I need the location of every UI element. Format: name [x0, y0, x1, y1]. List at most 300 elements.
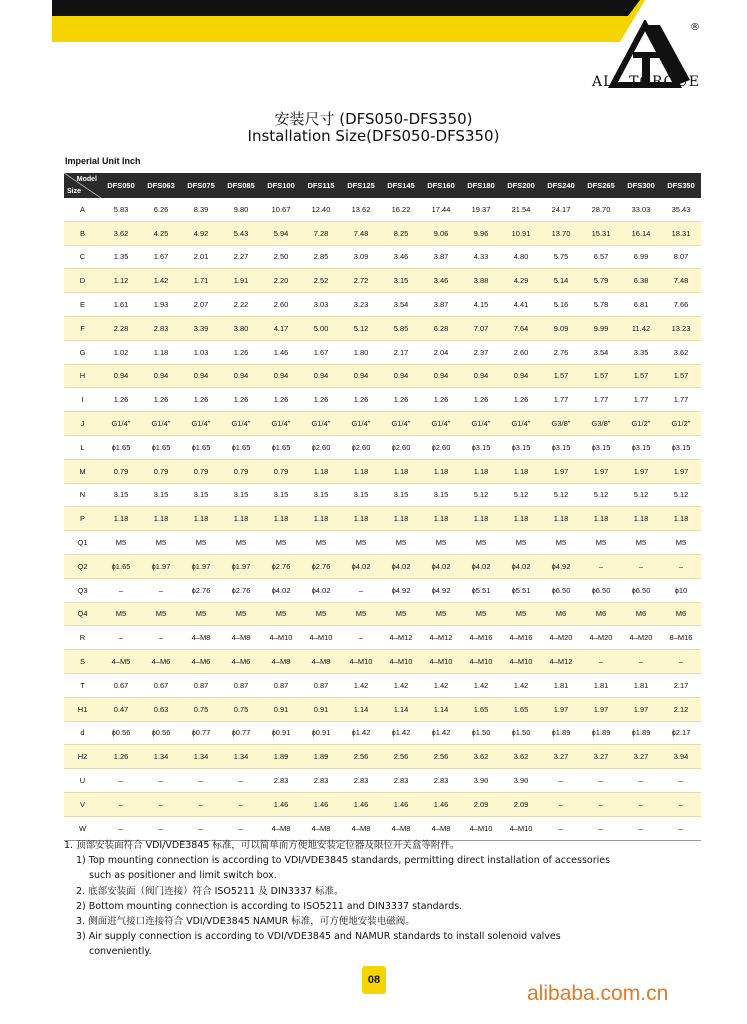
table-cell: ϕ1.42	[341, 721, 381, 745]
row-label: H2	[64, 745, 101, 769]
table-cell: 4–M8	[261, 816, 301, 840]
table-cell: –	[101, 792, 141, 816]
table-cell: 0.75	[221, 697, 261, 721]
table-cell: 5.12	[341, 316, 381, 340]
table-cell: M5	[661, 531, 701, 555]
table-cell: ϕ1.65	[181, 435, 221, 459]
table-cell: 1.18	[461, 507, 501, 531]
table-cell: 2.56	[381, 745, 421, 769]
table-cell: 35.43	[661, 198, 701, 221]
table-cell: 4–M8	[221, 626, 261, 650]
table-cell: M5	[181, 531, 221, 555]
table-cell: 4–M8	[301, 650, 341, 674]
table-cell: M5	[541, 531, 581, 555]
table-cell: 1.97	[621, 697, 661, 721]
table-cell: 2.17	[661, 673, 701, 697]
table-cell: ϕ4.02	[421, 554, 461, 578]
table-cell: 1.18	[381, 459, 421, 483]
table-cell: 1.18	[461, 459, 501, 483]
table-cell: –	[621, 554, 661, 578]
column-header: DFS265	[581, 173, 621, 198]
row-label: W	[64, 816, 101, 840]
table-cell: 1.67	[141, 245, 181, 269]
table-cell: 2.04	[421, 340, 461, 364]
table-cell: ϕ6.50	[541, 578, 581, 602]
table-cell: 4–M8	[181, 626, 221, 650]
table-cell: 1.18	[301, 507, 341, 531]
table-cell: 4.33	[461, 245, 501, 269]
table-cell: 2.09	[501, 792, 541, 816]
table-cell: 1.57	[621, 364, 661, 388]
column-header: DFS050	[101, 173, 141, 198]
table-cell: 1.46	[261, 792, 301, 816]
table-cell: 1.57	[581, 364, 621, 388]
brand-name: ALL TORQUE	[591, 74, 700, 90]
table-cell: 1.42	[381, 673, 421, 697]
table-cell: ϕ1.50	[501, 721, 541, 745]
table-cell: 5.85	[381, 316, 421, 340]
table-cell: ϕ5.51	[501, 578, 541, 602]
table-cell: ϕ2.76	[221, 578, 261, 602]
table-row	[64, 198, 701, 221]
table-cell: 1.34	[181, 745, 221, 769]
table-cell: 2.72	[341, 269, 381, 293]
table-cell: M5	[461, 602, 501, 626]
row-label: C	[64, 245, 101, 269]
table-cell: 8.25	[381, 221, 421, 245]
row-label: M	[64, 459, 101, 483]
table-cell: 1.03	[181, 340, 221, 364]
table-cell: 1.34	[221, 745, 261, 769]
table-cell: –	[661, 650, 701, 674]
column-header: DFS100	[261, 173, 301, 198]
table-cell: ϕ3.15	[501, 435, 541, 459]
table-row	[64, 269, 701, 293]
table-cell: 3.80	[221, 316, 261, 340]
table-cell: ϕ3.15	[461, 435, 501, 459]
corner-size-label: Size	[67, 188, 82, 195]
table-cell: 4–M6	[141, 650, 181, 674]
table-cell: 4–M16	[461, 626, 501, 650]
table-cell: 8.07	[661, 245, 701, 269]
table-cell: 3.35	[621, 340, 661, 364]
table-cell: –	[141, 578, 181, 602]
table-cell: 2.20	[261, 269, 301, 293]
table-cell: –	[221, 792, 261, 816]
table-cell: 1.26	[101, 745, 141, 769]
table-cell: 3.88	[461, 269, 501, 293]
note-line: 1. 顶部安装面符合 VDI/VDE3845 标准，可以简单而方便地安装定位器及限位开关盒等附件。	[64, 840, 460, 851]
table-cell: 4–M20	[621, 626, 661, 650]
table-cell: M5	[261, 602, 301, 626]
table-cell: ϕ2.60	[421, 435, 461, 459]
table-cell: ϕ1.42	[421, 721, 461, 745]
table-cell: 7.48	[341, 221, 381, 245]
table-cell: 2.01	[181, 245, 221, 269]
table-cell: 1.67	[301, 340, 341, 364]
table-cell: ϕ1.50	[461, 721, 501, 745]
page-title-en: Installation Size(DFS050-DFS350)	[247, 127, 500, 145]
table-cell: –	[661, 816, 701, 840]
table-row	[64, 388, 701, 412]
table-cell: G1/4"	[301, 412, 341, 436]
table-cell: G1/4"	[501, 412, 541, 436]
table-cell: 1.18	[181, 507, 221, 531]
column-header: DFS200	[501, 173, 541, 198]
table-cell: 7.48	[661, 269, 701, 293]
table-cell: 6.38	[621, 269, 661, 293]
table-cell: M5	[181, 602, 221, 626]
table-cell: –	[101, 626, 141, 650]
table-cell: 1.26	[341, 388, 381, 412]
table-cell: 3.87	[421, 293, 461, 317]
table-cell: 1.65	[501, 697, 541, 721]
table-cell: 1.57	[541, 364, 581, 388]
table-cell: M5	[261, 531, 301, 555]
table-cell: 1.18	[341, 459, 381, 483]
table-cell: 4–M12	[381, 626, 421, 650]
table-cell: 4–M10	[381, 650, 421, 674]
table-cell: 1.81	[541, 673, 581, 697]
row-label: A	[64, 198, 101, 221]
table-cell: 9.09	[541, 316, 581, 340]
row-label: F	[64, 316, 101, 340]
table-cell: M5	[581, 531, 621, 555]
row-label: H	[64, 364, 101, 388]
table-cell: M5	[501, 602, 541, 626]
table-cell: M5	[421, 602, 461, 626]
table-cell: 4–M8	[261, 650, 301, 674]
table-cell: 0.87	[221, 673, 261, 697]
table-cell: 2.27	[221, 245, 261, 269]
table-cell: 9.99	[581, 316, 621, 340]
table-cell: 2.56	[341, 745, 381, 769]
table-cell: 3.15	[381, 483, 421, 507]
table-cell: ϕ2.60	[341, 435, 381, 459]
table-cell: ϕ2.76	[181, 578, 221, 602]
row-label: N	[64, 483, 101, 507]
table-cell: –	[141, 816, 181, 840]
row-label: I	[64, 388, 101, 412]
table-cell: 33.03	[621, 198, 661, 221]
row-label: B	[64, 221, 101, 245]
table-cell: 0.91	[261, 697, 301, 721]
table-cell: 4–M10	[501, 816, 541, 840]
table-cell: 1.26	[221, 340, 261, 364]
table-cell: 2.07	[181, 293, 221, 317]
table-cell: 1.91	[221, 269, 261, 293]
table-cell: 3.27	[581, 745, 621, 769]
table-cell: G1/4"	[181, 412, 221, 436]
table-cell: 10.67	[261, 198, 301, 221]
note-line: 2) Bottom mounting connection is according to ISO5211 and DIN3337 standards.	[76, 900, 463, 912]
table-cell: M5	[101, 602, 141, 626]
table-cell: –	[621, 792, 661, 816]
note-line: 1) Top mounting connection is according to VDI/VDE3845 standards, permitting direct installation of accessories	[76, 855, 611, 867]
table-cell: 1.26	[181, 388, 221, 412]
table-cell: 1.77	[581, 388, 621, 412]
table-cell: G1/4"	[261, 412, 301, 436]
table-cell: 2.76	[541, 340, 581, 364]
table-cell: 5.12	[461, 483, 501, 507]
page-title-cn: 安装尺寸 (DFS050-DFS350)	[274, 110, 473, 128]
table-cell: ϕ1.97	[181, 554, 221, 578]
table-cell: 5.94	[261, 221, 301, 245]
row-label: E	[64, 293, 101, 317]
table-cell: 3.39	[181, 316, 221, 340]
table-cell: 4–M12	[421, 626, 461, 650]
table-cell: ϕ5.51	[461, 578, 501, 602]
registered-mark: ®	[690, 22, 700, 33]
table-cell: 5.79	[581, 269, 621, 293]
table-cell: G3/8"	[541, 412, 581, 436]
table-cell: ϕ1.89	[541, 721, 581, 745]
table-cell: 1.46	[381, 792, 421, 816]
table-cell: ϕ0.56	[101, 721, 141, 745]
table-cell: 2.28	[101, 316, 141, 340]
table-cell: 24.17	[541, 198, 581, 221]
table-cell: –	[581, 554, 621, 578]
column-header: DFS063	[141, 173, 181, 198]
table-cell: M6	[541, 602, 581, 626]
table-cell: –	[621, 816, 661, 840]
table-cell: ϕ1.97	[221, 554, 261, 578]
table-cell: 4–M6	[181, 650, 221, 674]
table-cell: –	[181, 816, 221, 840]
table-cell: –	[661, 554, 701, 578]
table-cell: 4–M10	[421, 650, 461, 674]
table-cell: 19.37	[461, 198, 501, 221]
table-cell: ϕ2.17	[661, 721, 701, 745]
table-cell: –	[141, 792, 181, 816]
table-cell: 1.14	[421, 697, 461, 721]
table-cell: 2.52	[301, 269, 341, 293]
table-cell: 3.15	[141, 483, 181, 507]
table-cell: ϕ10	[661, 578, 701, 602]
table-cell: 3.15	[301, 483, 341, 507]
table-cell: 0.87	[301, 673, 341, 697]
table-cell: 1.46	[261, 340, 301, 364]
table-cell: 2.83	[261, 769, 301, 793]
table-cell: –	[181, 792, 221, 816]
table-cell: 1.18	[501, 459, 541, 483]
table-cell: –	[141, 769, 181, 793]
table-cell: 0.94	[261, 364, 301, 388]
table-cell: 1.80	[341, 340, 381, 364]
table-cell: 4–M8	[301, 816, 341, 840]
row-label: Q1	[64, 531, 101, 555]
table-cell: 1.97	[541, 697, 581, 721]
table-body	[64, 198, 701, 840]
table-cell: 1.26	[141, 388, 181, 412]
table-row	[64, 245, 701, 269]
table-cell: 4–M20	[581, 626, 621, 650]
table-cell: 6.99	[621, 245, 661, 269]
column-header: DFS085	[221, 173, 261, 198]
table-cell: 2.83	[341, 769, 381, 793]
table-cell: 1.81	[621, 673, 661, 697]
table-cell: 3.15	[261, 483, 301, 507]
table-row	[64, 554, 701, 578]
table-cell: 1.89	[261, 745, 301, 769]
table-cell: 2.60	[261, 293, 301, 317]
table-cell: M6	[661, 602, 701, 626]
table-cell: 3.15	[221, 483, 261, 507]
table-cell: 0.67	[101, 673, 141, 697]
table-cell: 2.60	[501, 340, 541, 364]
table-cell: –	[541, 816, 581, 840]
table-cell: 17.44	[421, 198, 461, 221]
table-cell: 2.83	[421, 769, 461, 793]
table-cell: –	[141, 626, 181, 650]
table-cell: 4–M10	[341, 650, 381, 674]
table-cell: 1.57	[661, 364, 701, 388]
table-cell: 0.94	[141, 364, 181, 388]
table-cell: 3.46	[421, 269, 461, 293]
table-cell: G1/4"	[421, 412, 461, 436]
table-cell: 0.94	[341, 364, 381, 388]
table-cell: –	[621, 769, 661, 793]
table-cell: ϕ3.15	[661, 435, 701, 459]
table-cell: 1.18	[421, 459, 461, 483]
table-cell: ϕ1.65	[221, 435, 261, 459]
table-row	[64, 293, 701, 317]
table-cell: 0.79	[101, 459, 141, 483]
table-cell: 1.14	[341, 697, 381, 721]
table-cell: ϕ4.02	[341, 554, 381, 578]
table-cell: ϕ4.92	[541, 554, 581, 578]
table-cell: 3.27	[621, 745, 661, 769]
table-cell: 3.46	[381, 245, 421, 269]
table-cell: ϕ0.56	[141, 721, 181, 745]
table-cell: M6	[581, 602, 621, 626]
table-cell: 1.46	[341, 792, 381, 816]
table-cell: M5	[221, 531, 261, 555]
table-cell: 9.80	[221, 198, 261, 221]
table-cell: 3.62	[501, 745, 541, 769]
table-cell: M5	[461, 531, 501, 555]
table-cell: 2.37	[461, 340, 501, 364]
row-label: V	[64, 792, 101, 816]
table-cell: 0.79	[141, 459, 181, 483]
table-cell: 1.81	[581, 673, 621, 697]
table-cell: 1.42	[501, 673, 541, 697]
note-line: such as positioner and limit switch box.	[89, 870, 277, 882]
table-cell: M5	[301, 602, 341, 626]
table-cell: 1.18	[541, 507, 581, 531]
table-cell: 1.97	[581, 459, 621, 483]
table-cell: 4–M16	[501, 626, 541, 650]
table-cell: –	[581, 816, 621, 840]
table-row	[64, 578, 701, 602]
table-cell: 16.14	[621, 221, 661, 245]
table-cell: 5.12	[621, 483, 661, 507]
table-cell: –	[581, 792, 621, 816]
table-cell: ϕ2.60	[381, 435, 421, 459]
table-cell: 13.62	[341, 198, 381, 221]
table-cell: 1.77	[661, 388, 701, 412]
table-row	[64, 650, 701, 674]
table-cell: –	[101, 769, 141, 793]
table-cell: 1.18	[501, 507, 541, 531]
table-cell: 0.94	[101, 364, 141, 388]
note-line: conveniently.	[89, 946, 152, 958]
table-cell: ϕ6.50	[621, 578, 661, 602]
table-cell: G1/2"	[621, 412, 661, 436]
table-cell: –	[101, 578, 141, 602]
table-cell: 0.63	[141, 697, 181, 721]
table-cell: G1/4"	[461, 412, 501, 436]
row-label: H1	[64, 697, 101, 721]
table-corner-cell	[64, 173, 101, 198]
column-header: DFS350	[661, 173, 701, 198]
table-cell: ϕ1.89	[621, 721, 661, 745]
row-label: G	[64, 340, 101, 364]
table-cell: M5	[381, 602, 421, 626]
table-cell: G1/4"	[381, 412, 421, 436]
table-cell: –	[621, 650, 661, 674]
table-cell: –	[221, 769, 261, 793]
table-cell: 1.97	[661, 459, 701, 483]
table-cell: 1.89	[301, 745, 341, 769]
table-cell: 0.94	[181, 364, 221, 388]
table-cell: 1.18	[221, 507, 261, 531]
table-cell: 8.39	[181, 198, 221, 221]
table-cell: 7.66	[661, 293, 701, 317]
column-header: DFS240	[541, 173, 581, 198]
table-cell: 2.83	[141, 316, 181, 340]
table-cell: ϕ4.02	[501, 554, 541, 578]
note-line: 3) Air supply connection is according to VDI/VDE3845 and NAMUR standards to install solenoid valves	[76, 931, 561, 943]
table-cell: 3.90	[461, 769, 501, 793]
table-cell: 2.12	[661, 697, 701, 721]
table-cell: 4.80	[501, 245, 541, 269]
table-cell: 1.97	[621, 459, 661, 483]
table-cell: 1.18	[301, 459, 341, 483]
row-label: J	[64, 412, 101, 436]
table-cell: 8–M16	[661, 626, 701, 650]
table-cell: ϕ1.65	[101, 554, 141, 578]
table-cell: M5	[421, 531, 461, 555]
table-cell: 1.71	[181, 269, 221, 293]
table-cell: ϕ4.92	[421, 578, 461, 602]
table-cell: 1.26	[221, 388, 261, 412]
table-cell: 2.83	[381, 769, 421, 793]
table-cell: 3.94	[661, 745, 701, 769]
table-cell: ϕ0.77	[181, 721, 221, 745]
column-header: DFS180	[461, 173, 501, 198]
table-row	[64, 673, 701, 697]
table-cell: 5.12	[501, 483, 541, 507]
table-cell: 3.27	[541, 745, 581, 769]
table-cell: ϕ3.15	[621, 435, 661, 459]
table-cell: 4–M10	[301, 626, 341, 650]
row-label: Q2	[64, 554, 101, 578]
table-row	[64, 531, 701, 555]
table-row	[64, 792, 701, 816]
table-cell: 3.87	[421, 245, 461, 269]
table-row	[64, 602, 701, 626]
table-cell: ϕ4.02	[381, 554, 421, 578]
table-cell: ϕ1.65	[261, 435, 301, 459]
table-cell: 3.15	[181, 483, 221, 507]
table-cell: 0.94	[461, 364, 501, 388]
row-label: D	[64, 269, 101, 293]
table-cell: 1.26	[421, 388, 461, 412]
table-row	[64, 340, 701, 364]
table-cell: ϕ2.76	[261, 554, 301, 578]
table-cell: 0.94	[301, 364, 341, 388]
